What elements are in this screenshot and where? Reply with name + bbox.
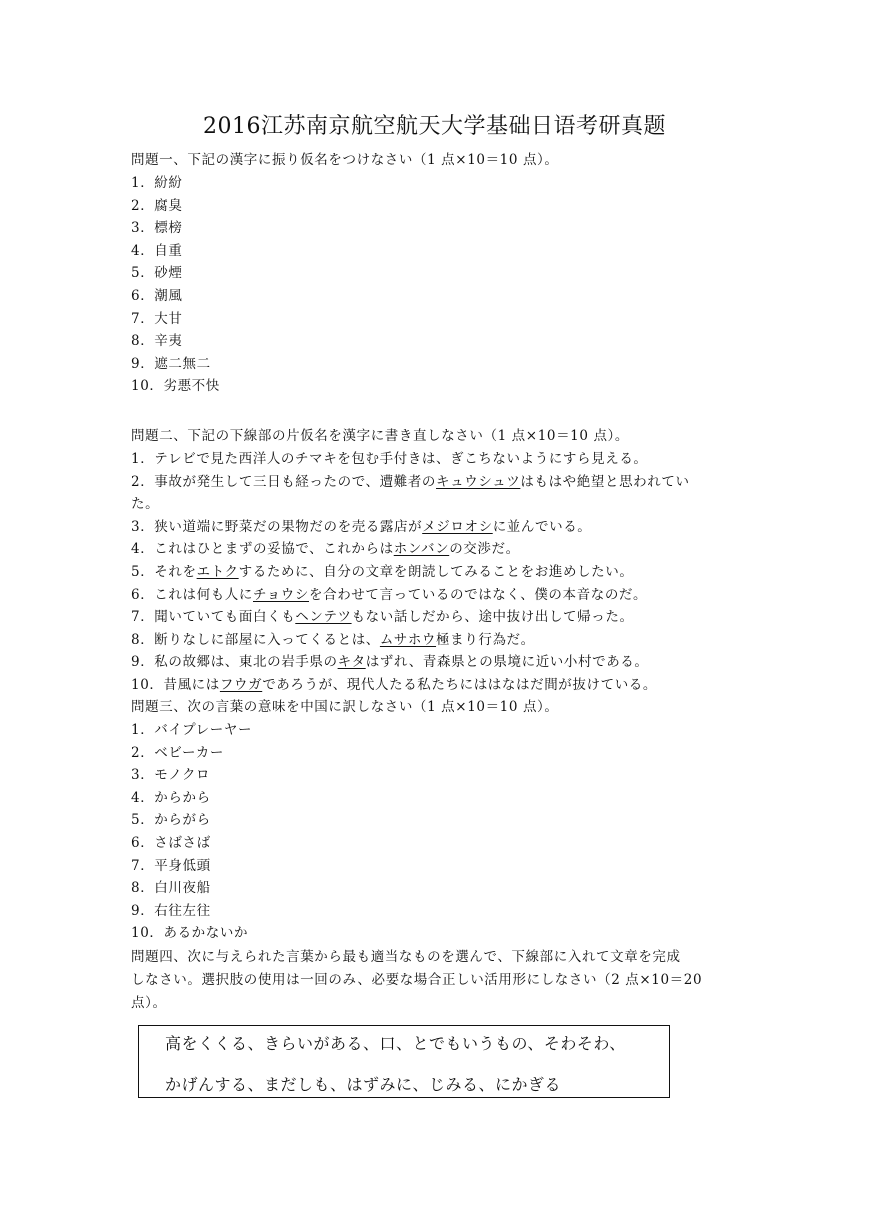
- item-number: 10．: [131, 677, 164, 693]
- item-word: 平身低頭: [154, 857, 211, 874]
- list-item: [131, 900, 751, 923]
- item-number: 8．: [131, 880, 155, 897]
- item-word: あるかないか: [163, 925, 249, 942]
- list-item: [131, 719, 751, 742]
- list-item: [131, 285, 751, 308]
- item-kanji: 自重: [154, 242, 183, 259]
- list-item: [131, 922, 751, 945]
- list-item: [131, 674, 751, 697]
- item-number: 6．: [131, 586, 155, 603]
- underlined-katakana: キュウシュツ: [436, 473, 521, 490]
- item-number: 9．: [131, 355, 155, 372]
- item-number: 5．: [131, 265, 155, 282]
- item-number: 10．: [131, 378, 164, 395]
- question-4-heading-line: 問題四、次に与えられた言葉から最も適当なものを選んで、下線部に入れて文章を完成: [131, 949, 681, 965]
- item-number: 5．: [131, 564, 155, 580]
- sentence-text: 昔風には: [163, 677, 220, 693]
- list-item: [131, 584, 751, 607]
- underlined-katakana: フウガ: [219, 677, 263, 693]
- item-word: からがら: [154, 812, 211, 829]
- list-item: [131, 606, 751, 629]
- item-number: 6．: [131, 288, 155, 304]
- sentence-text: 私の故郷は、東北の岩手県の: [154, 654, 338, 671]
- underlined-katakana: ヘンテツ: [295, 609, 352, 626]
- item-number: 6．: [131, 835, 155, 851]
- sentence-text: はもはや絶望と思われてい: [520, 473, 690, 490]
- question-1-heading: 問題一、下記の漢字に振り仮名をつけなさい（1 点×10＝10 点）。: [131, 152, 559, 168]
- item-number: 7．: [131, 310, 155, 327]
- list-item: [131, 330, 751, 353]
- item-kanji: 劣悪不快: [163, 378, 220, 395]
- list-item: [131, 448, 751, 471]
- sentence-text: するために、自分の文章を朗読してみることをお進めしたい。: [238, 564, 634, 580]
- item-word: さばさば: [154, 835, 211, 851]
- sentence-text: 断りなしに部屋に入ってくるとは、: [154, 631, 380, 648]
- item-number: 9．: [131, 654, 155, 671]
- list-item: [131, 217, 751, 240]
- list-item: [131, 172, 751, 195]
- item-number: 1．: [131, 451, 155, 467]
- list-item: [131, 516, 751, 539]
- item-number: 2．: [131, 197, 155, 214]
- item-kanji: 辛夷: [154, 333, 183, 350]
- list-item: [131, 764, 751, 787]
- sentence-text: これは何も人に: [154, 586, 253, 603]
- underlined-katakana: ムサホウ: [379, 631, 437, 648]
- sentence-text: に並んでいる。: [492, 518, 592, 535]
- sentence-text: もない話しだから、途中抜け出して帰った。: [351, 609, 634, 626]
- list-item: [131, 561, 751, 584]
- item-kanji: 大甘: [154, 310, 183, 327]
- item-word: モノクロ: [154, 767, 211, 784]
- list-item: [131, 809, 751, 832]
- list-item: [131, 308, 751, 331]
- item-number: 3．: [131, 220, 155, 237]
- choice-word-line: 高をくくる、きらいがある、口、とでもいうもの、そわそわ、: [165, 1034, 626, 1053]
- item-word: ベビーカー: [154, 744, 224, 761]
- sentence-text: を合わせて言っているのではなく、僕の本音なのだ。: [309, 586, 648, 603]
- item-number: 5．: [131, 812, 155, 829]
- item-kanji: 標榜: [154, 220, 183, 237]
- item-number: 9．: [131, 902, 155, 919]
- sentence-text: 極まり行為だ。: [436, 631, 535, 648]
- underlined-katakana: キタ: [337, 654, 366, 671]
- sentence-text: それを: [154, 564, 197, 580]
- list-item: [131, 195, 751, 218]
- list-item: [131, 262, 751, 285]
- item-kanji: 潮風: [154, 288, 183, 304]
- question-3-heading: 問題三、次の言葉の意味を中国に訳しなさい（1 点×10＝10 点）。: [131, 699, 559, 715]
- sentence-text: 聞いていても面白くも: [154, 609, 296, 626]
- item-kanji: 砂煙: [154, 265, 183, 282]
- item-number: 8．: [131, 333, 155, 350]
- item-number: 7．: [131, 857, 155, 874]
- underlined-katakana: エトク: [196, 564, 239, 580]
- choice-word-line: かげんする、まだしも、はずみに、じみる、にかぎる: [165, 1075, 562, 1094]
- item-word: 右往左往: [154, 902, 211, 919]
- sentence-text: 事故が発生して三日も経ったので、遭難者の: [154, 473, 437, 490]
- item-number: 8．: [131, 631, 155, 648]
- sentence-text: テレビで見た西洋人のチマキを包む手付きは、ぎこちないようにすら見える。: [154, 451, 648, 467]
- list-item: [131, 375, 751, 398]
- list-item: [131, 651, 751, 674]
- list-item: [131, 538, 751, 561]
- item-kanji: 腐臭: [154, 197, 183, 214]
- item-number: 3．: [131, 767, 155, 784]
- item-number: 1．: [131, 175, 155, 191]
- sentence-text: の交渉だ。: [449, 541, 520, 558]
- list-item: [131, 832, 751, 855]
- question-4-heading-line: しなさい。選択肢の使用は一回のみ、必要な場合正しい活用形にしなさい（2 点×10＝20: [131, 972, 703, 988]
- sentence-continuation: た。: [131, 496, 160, 513]
- item-kanji: 紛紛: [154, 175, 183, 191]
- item-number: 7．: [131, 609, 155, 626]
- underlined-katakana: メジロオシ: [422, 518, 493, 535]
- question-4-heading-line: 点）。: [131, 995, 167, 1011]
- underlined-katakana: ホンバン: [393, 541, 450, 558]
- sentence-text: これはひとまずの妥協で、これからは: [154, 541, 394, 558]
- item-number: 10．: [131, 925, 164, 942]
- item-number: 2．: [131, 473, 155, 490]
- list-item: [131, 471, 751, 494]
- item-kanji: 遮二無二: [154, 355, 211, 372]
- list-item: [131, 629, 751, 652]
- list-item: [131, 855, 751, 878]
- item-number: 4．: [131, 242, 155, 259]
- sentence-text: 狭い道端に野菜だの果物だのを売る露店が: [154, 518, 423, 535]
- list-item: [131, 742, 751, 765]
- item-number: 4．: [131, 789, 155, 806]
- item-number: 4．: [131, 541, 155, 558]
- sentence-text: であろうが、現代人たる私たちにははなはだ間が抜けている。: [262, 677, 658, 693]
- list-item: [131, 877, 751, 900]
- item-number: 1．: [131, 722, 155, 738]
- item-number: 2．: [131, 744, 155, 761]
- list-item: [131, 353, 751, 376]
- item-word: からから: [154, 789, 211, 806]
- question-2-heading: 問題二、下記の下線部の片仮名を漢字に書き直しなさい（1 点×10＝10 点）。: [131, 428, 629, 444]
- item-number: 3．: [131, 518, 155, 535]
- underlined-katakana: チョウシ: [253, 586, 309, 603]
- choice-word-box: [138, 1025, 670, 1098]
- list-item: [131, 787, 751, 810]
- sentence-text: はずれ、青森県との県境に近い小村である。: [365, 654, 649, 671]
- item-word: バイプレーヤー: [154, 722, 253, 738]
- document-title: 2016江苏南京航空航天大学基础日语考研真题: [203, 114, 666, 139]
- item-word: 白川夜船: [154, 880, 211, 897]
- list-item: [131, 240, 751, 263]
